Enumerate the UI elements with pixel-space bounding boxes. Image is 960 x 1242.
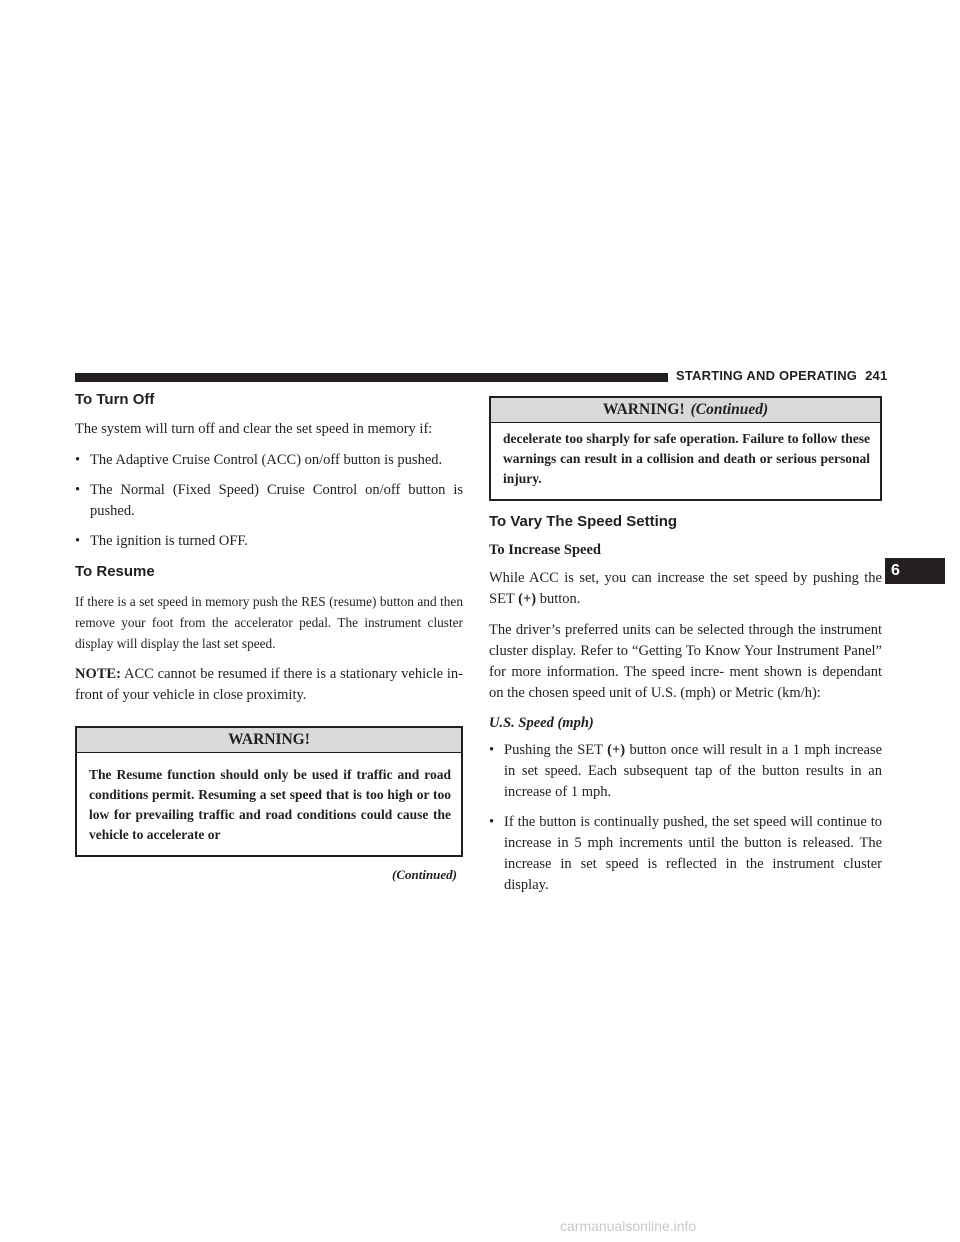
set-plus-label: (+) <box>518 591 537 607</box>
increase-speed-heading: To Increase Speed <box>489 542 601 558</box>
us-speed-list <box>489 740 882 896</box>
list-item <box>489 740 882 803</box>
list-item: • If the button is continually pushed, the set speed will continue to increase in 5 mph increments until the button is released. The increase in set speed is reflected in the instrument cluster display. <box>489 812 882 896</box>
vary-heading: To Vary The Speed Setting <box>489 513 678 530</box>
resume-heading: To Resume <box>75 563 155 580</box>
turn-off-intro: The system will turn off and clear the set speed in memory if: <box>75 421 433 437</box>
list-item: • The Normal (Fixed Speed) Cruise Control on/off button is pushed. <box>75 480 463 522</box>
increase-text-end: button. <box>539 591 581 607</box>
header-rule <box>75 373 668 382</box>
warning-title-continued: (Continued) <box>690 401 769 418</box>
increase-text: While ACC is set, you can increase the set speed by pushing the SET <box>489 570 882 607</box>
turn-off-heading: To Turn Off <box>75 391 155 408</box>
turn-off-list <box>75 450 463 552</box>
note-label: NOTE: <box>75 666 121 682</box>
warning-title: WARNING! <box>77 728 461 753</box>
increase-paragraph <box>489 568 882 610</box>
list-item: • The Adaptive Cruise Control (ACC) on/off button is pushed. <box>75 450 463 471</box>
us-speed-heading: U.S. Speed (mph) <box>489 715 594 731</box>
right-column <box>489 396 882 906</box>
running-header <box>676 368 896 383</box>
bullet-text: Pushing the SET <box>504 742 603 758</box>
section-title: STARTING AND OPERATING <box>676 368 858 383</box>
page-number: 241 <box>865 368 888 383</box>
warning-title-text: WARNING! <box>602 401 685 418</box>
resume-text: If there is a set speed in memory push the RES (resume) button and then remove your foot from the accelerator pedal. The instrument cluster display will display the last set speed. <box>75 594 463 651</box>
warning-body: decelerate too sharply for safe operation. Failure to follow these warnings can result in a collision and death or serious personal injury. <box>503 431 870 486</box>
list-item: • The ignition is turned OFF. <box>75 531 463 552</box>
chapter-tab: 6 <box>885 558 945 584</box>
warning-title <box>491 398 880 423</box>
warning-body: The Resume function should only be used if traffic and road conditions permit. Resuming a set speed that is too high or too low for prevailing traffic and road conditions could cause the vehicle to accelerate or <box>89 767 451 842</box>
units-paragraph: The driver’s preferred units can be selected through the instrument cluster display. Refer to “Getting To Know Your Instrument Panel” for more information. The speed incre- ment shown is dependant on the chosen speed unit of U.S. (mph) or Metric (km/h): <box>489 622 882 701</box>
warning-box <box>75 726 463 857</box>
bullet-text-end: button once will result in a 1 mph increase in set speed. Each subsequent tap of the button results in an increase of 1 mph. <box>504 742 883 800</box>
continued-label: (Continued) <box>391 867 457 882</box>
set-plus-label: (+) <box>607 742 626 758</box>
note-text: ACC cannot be resumed if there is a stationary vehicle in-front of your vehicle in close proximity. <box>75 666 464 703</box>
resume-note <box>75 664 463 706</box>
warning-box-continued <box>489 396 882 501</box>
left-column <box>75 390 463 883</box>
watermark: carmanualsonline.info <box>560 1218 697 1234</box>
